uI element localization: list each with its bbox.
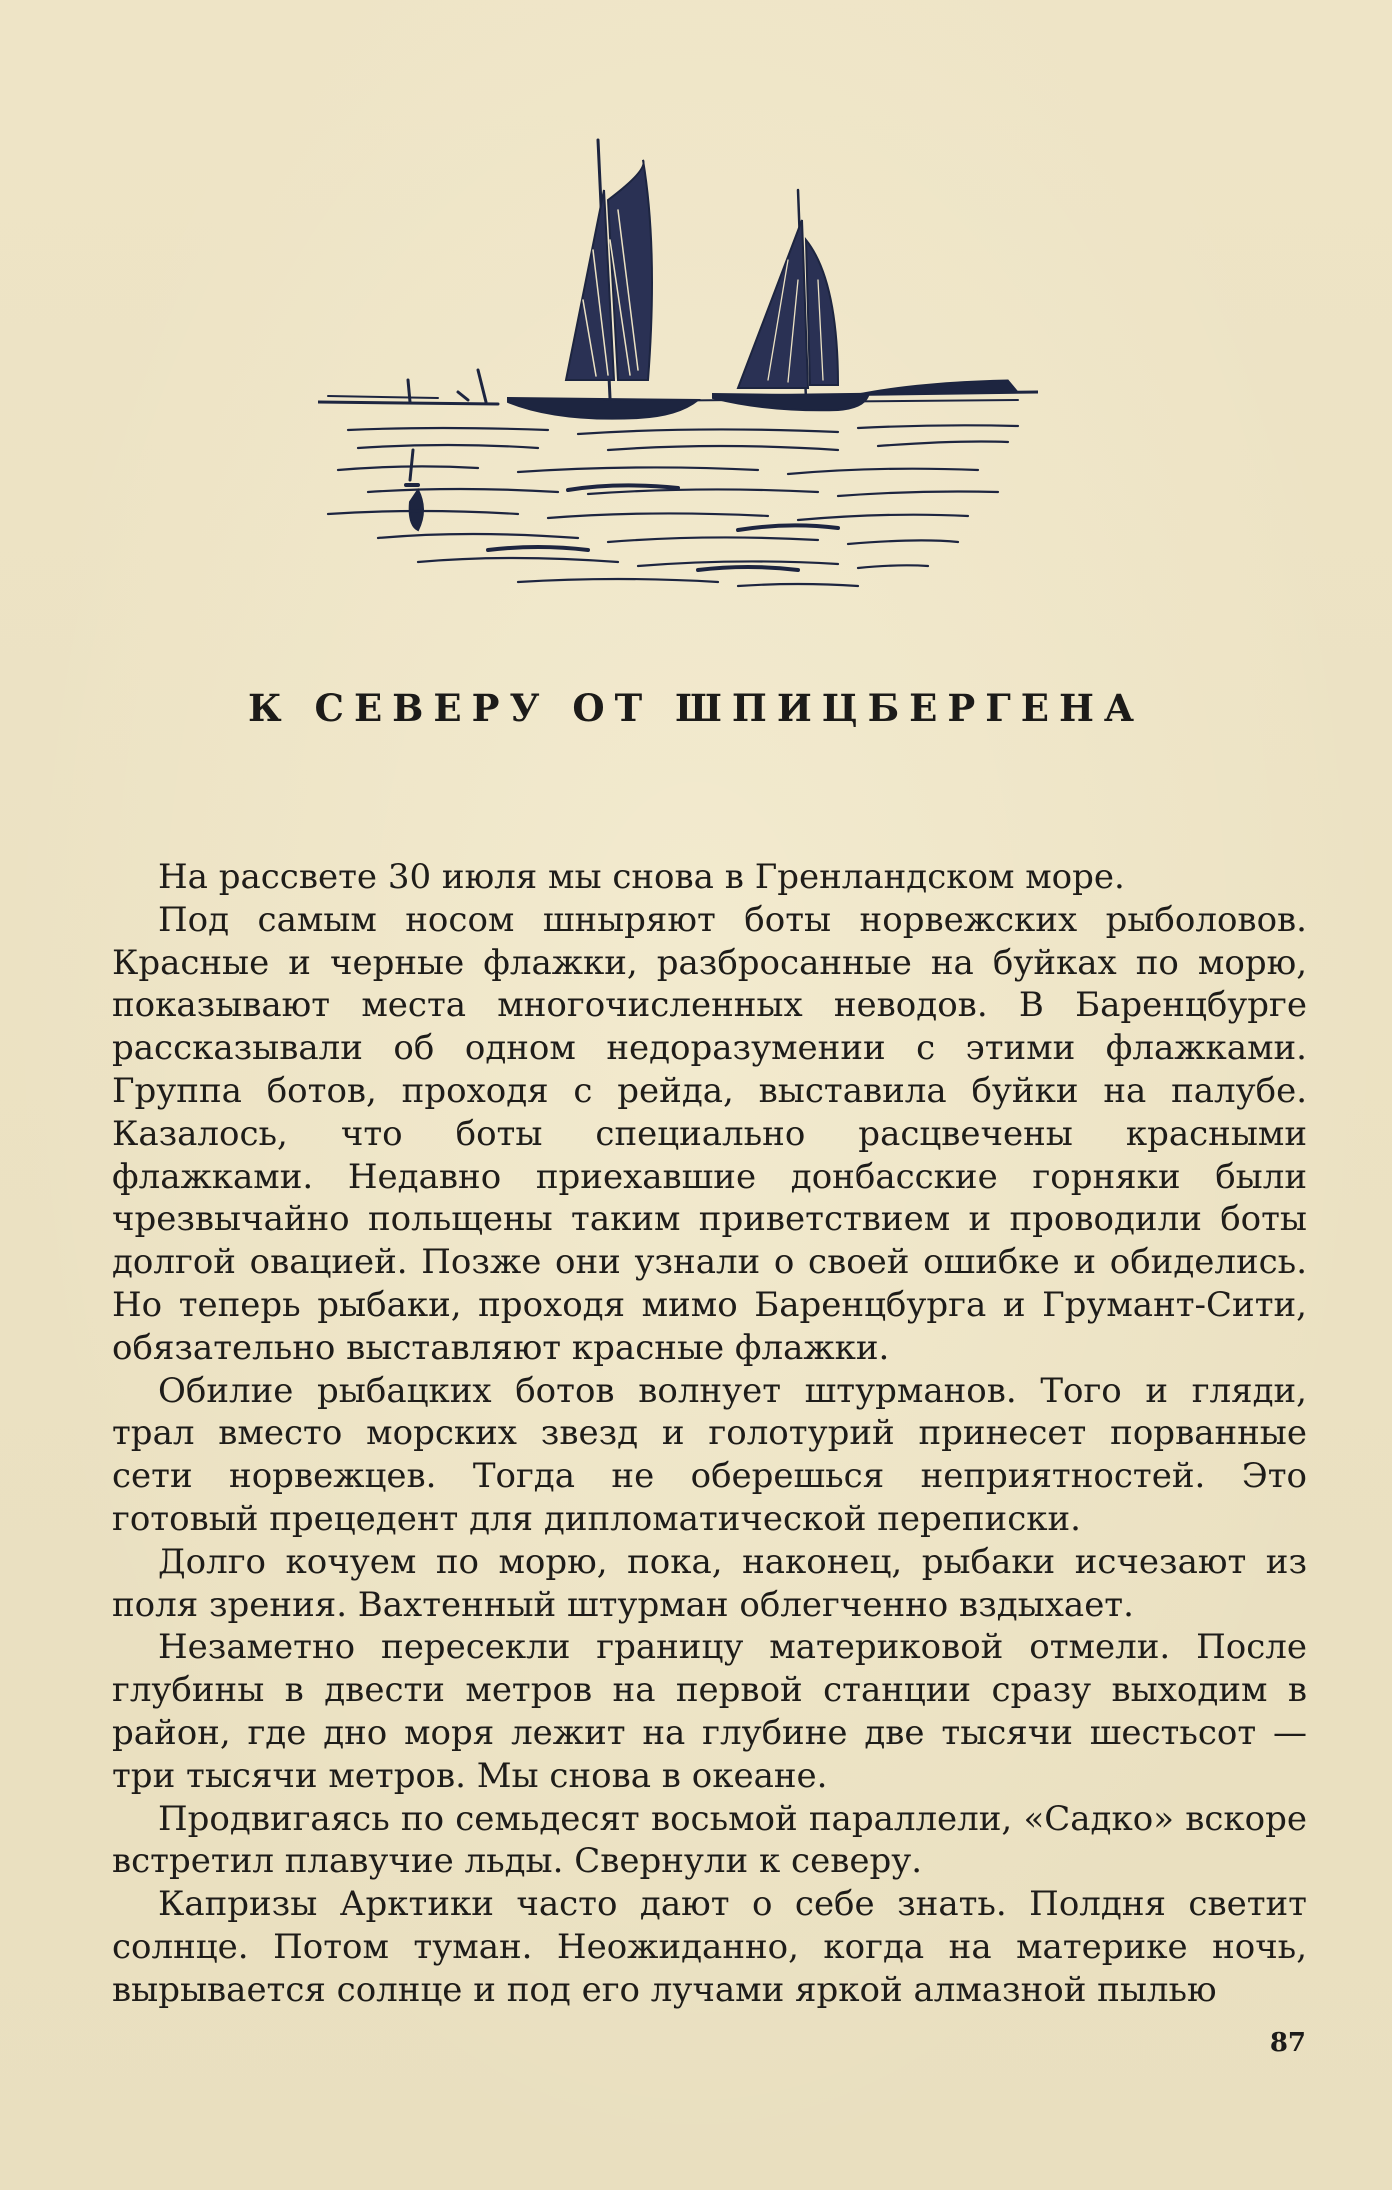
paragraph: На рассвете 30 июля мы снова в Гренландском море.: [158, 857, 1125, 897]
paragraph: Незаметно пересекли границу материковой отмели. После глубины в двести метров на первой станции сразу выходим в район, где дно моря лежит на глубине две тысячи шестьсот — три тысячи метров. Мы снова в океане.: [112, 1627, 1307, 1796]
paragraph: Продвигаясь по семьдесят восьмой параллели, «Садко» вскоре встретил плавучие льды. Свернули к северу.: [112, 1798, 1307, 1882]
sailboats-at-sea-illustration: [318, 130, 1038, 610]
chapter-title: К СЕВЕРУ ОТ ШПИЦБЕРГЕНА: [247, 686, 1145, 730]
paragraph: Долго кочуем по морю, пока, наконец, рыбаки исчезают из поля зрения. Вахтенный штурман облегченно вздыхает.: [112, 1541, 1307, 1625]
page-number: 87: [1269, 2028, 1306, 2058]
body-text: [112, 856, 1307, 2012]
paragraph: Под самым носом шныряют боты норвежских рыболовов. Красные и черные флажки, разбросанные на буйках по морю, показывают места многочисленных неводов. В Баренцбурге рассказывали об одном недоразумении с этими флажками. Группа ботов, проходя с рейда, выставила буйки на палубе. Казалось, что боты специально расцвечены красными флажками. Недавно приехавшие донбасские горняки были чрезвычайно польщены таким приветствием и проводили боты долгой овацией. Позже они узнали о своей ошибке и обиделись. Но теперь рыбаки, проходя мимо Баренцбурга и Грумант-Сити, обязательно выставляют красные флажки.: [112, 899, 1307, 1368]
paragraph: Обилие рыбацких ботов волнует штурманов. Того и гляди, трал вместо морских звезд и голотурий принесет порванные сети норвежцев. Тогда не оберешься неприятностей. Это готовый прецедент для дипломатической переписки.: [112, 1370, 1307, 1539]
paragraph: Капризы Арктики часто дают о себе знать. Полдня светит солнце. Потом туман. Неожиданно, когда на материке ночь, вырывается солнце и под его лучами яркой алмазной пылью: [112, 1884, 1307, 2010]
